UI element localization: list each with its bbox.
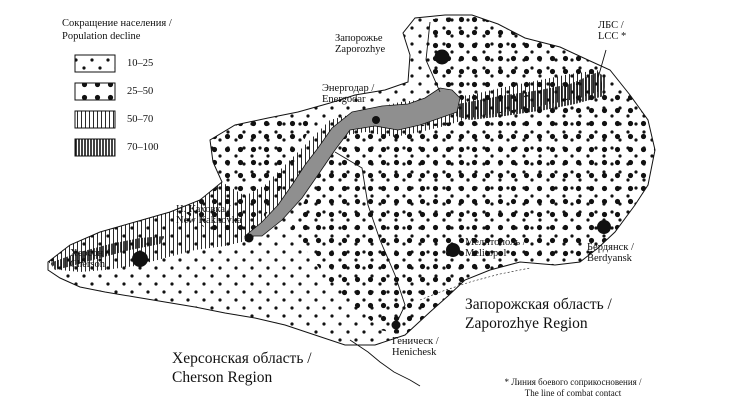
city-marker-berdyansk <box>597 220 611 234</box>
city-marker-melitopol <box>446 243 460 257</box>
label-berdyansk: Бердянск / Berdyansk <box>587 242 634 265</box>
label-lcc: ЛБС / LCC * <box>598 20 627 43</box>
label-melitopol: Мелитополь / Melitopol <box>465 237 526 260</box>
legend-label-2: 25–50 <box>127 86 154 97</box>
legend-title-ru: Сокращение населения / <box>62 18 172 29</box>
label-nkakhovka: Н. Каховка / New Kakhovka <box>176 204 242 227</box>
legend-title-en: Population decline <box>62 31 141 43</box>
footnote: * Линия боевого соприкосновения / The line of combat contact <box>504 377 642 399</box>
region-label-zaporozhye: Запорожская область / Zaporozhye Region <box>465 296 612 332</box>
city-marker-zaporozhye <box>435 50 450 65</box>
legend-swatch-3 <box>75 111 115 128</box>
city-marker-energodar <box>372 116 380 124</box>
label-energodar: Энергодар / Energodar <box>322 83 375 106</box>
city-marker-nkakhovka <box>245 234 254 243</box>
legend-title <box>62 17 172 43</box>
city-marker-genichesk <box>392 321 401 330</box>
legend-swatch-2 <box>75 83 115 100</box>
legend-label-3: 50–70 <box>127 114 154 125</box>
label-genichesk: Геническ / Henichesk <box>392 336 439 359</box>
legend-label-4: 70–100 <box>127 142 159 153</box>
city-marker-kherson <box>132 251 148 267</box>
label-kherson: Херсон / Cherson <box>70 248 109 271</box>
label-zaporozhye: Запорожье Zaporozhye <box>335 33 386 56</box>
legend-swatch-4 <box>75 139 115 156</box>
legend-label-1: 10–25 <box>127 58 154 69</box>
region-label-kherson: Херсонская область / Cherson Region <box>172 350 312 386</box>
legend-swatch-1 <box>75 55 115 72</box>
